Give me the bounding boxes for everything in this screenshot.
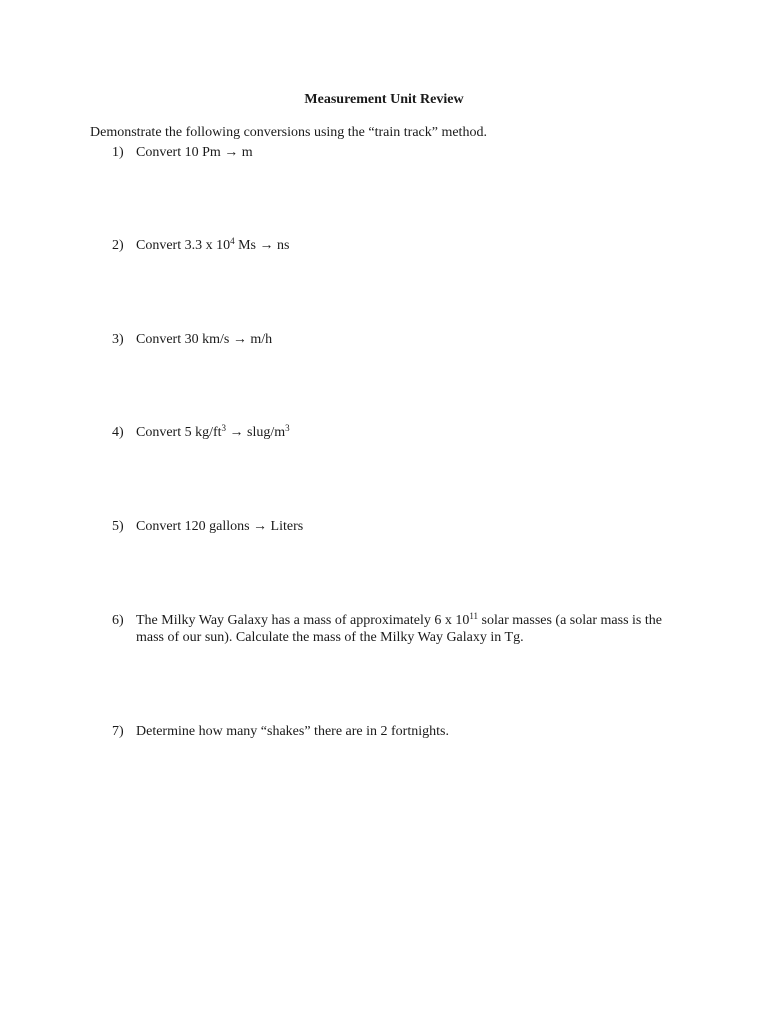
question-number: 5) (112, 519, 124, 534)
question-number: 1) (112, 145, 124, 160)
exponent: 3 (285, 423, 290, 433)
question-text: Convert 3.3 x $10^4$ Ms → ns (136, 236, 290, 253)
question-text: Convert 120 gallons → Liters (136, 519, 304, 534)
instructions-text: Demonstrate the following conversions using the “train track” method. (90, 125, 487, 140)
question-text: Determine how many “shakes” there are in 2 fortnights. (136, 724, 449, 739)
question-number: 6) (112, 613, 124, 628)
question-number: 7) (112, 724, 124, 739)
question-text: Convert 30 km/s → m/h (136, 332, 273, 347)
exponent: 11 (469, 611, 479, 621)
exponent: 4 (230, 236, 235, 246)
question-number: 3) (112, 332, 124, 347)
question-text: The Milky Way Galaxy has a mass of approximately 6 x $10^{11}$ solar masses (a solar mass is the mass of our sun). Calculate the mass of the Milky Way Galaxy in Tg. (136, 611, 662, 645)
question-number: 4) (112, 425, 124, 440)
question-text: Convert 10 Pm → m (136, 145, 253, 160)
worksheet-title: Measurement Unit Review (304, 92, 464, 107)
question-number: 2) (112, 238, 124, 253)
question-text: Convert 5 $kg/ft^3$ → slug/$m^3$ (136, 423, 290, 440)
exponent: 3 (221, 423, 227, 433)
